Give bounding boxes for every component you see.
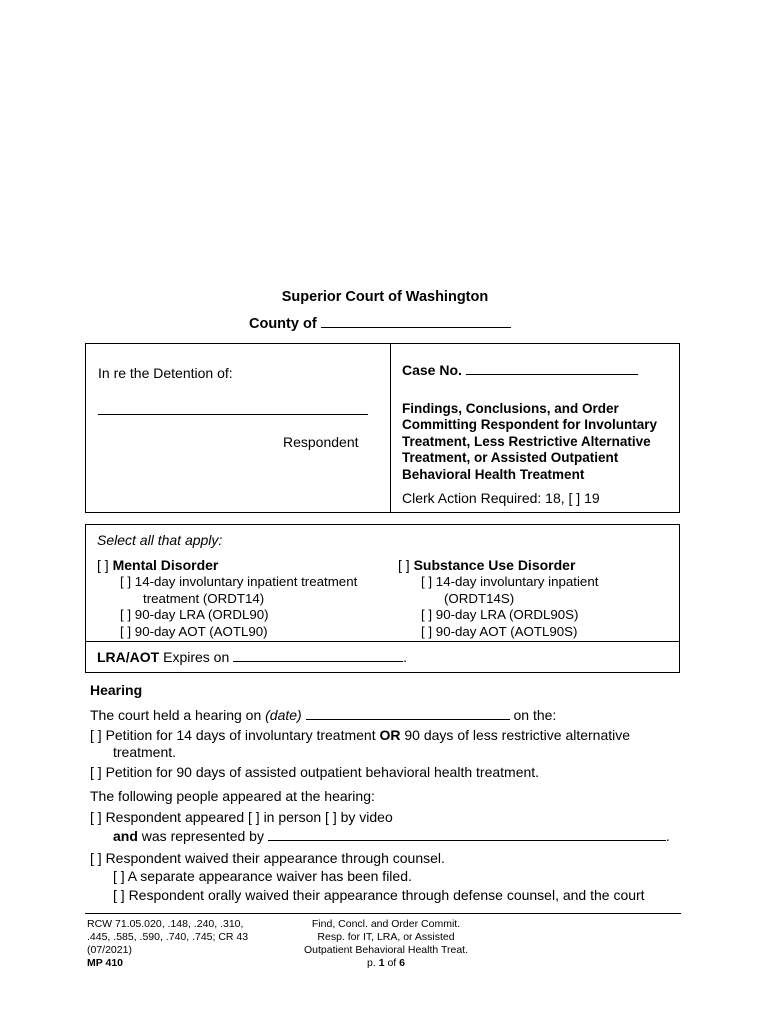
county-line	[249, 314, 511, 332]
in-re-label: In re the Detention of:	[98, 365, 233, 381]
footer-title-line: Find, Concl. and Order Commit.	[311, 918, 461, 930]
page-of: of	[387, 957, 397, 969]
option-label: 90-day LRA (ORDL90S)	[435, 607, 579, 622]
oral-waiver-checkbox[interactable]: [ ]	[113, 887, 125, 903]
petition-14-row	[90, 727, 630, 744]
option-checkbox[interactable]: [ ]	[421, 574, 433, 589]
expires-label-bold: LRA/AOT	[97, 649, 160, 665]
county-field[interactable]	[321, 314, 511, 328]
mental-disorder-row	[97, 557, 218, 574]
footer-rcw-line: .445, .585, .590, .740, .745; CR 43	[87, 931, 249, 943]
represented-row	[113, 827, 670, 845]
petition-14-or: OR	[379, 727, 401, 743]
on-the-label: on the:	[513, 707, 557, 723]
hearing-date-field[interactable]	[306, 706, 510, 720]
page-prefix: p.	[367, 957, 376, 969]
mental-disorder-label: Mental Disorder	[112, 557, 219, 573]
select-box-divider	[85, 641, 680, 642]
court-title: Superior Court of Washington	[281, 289, 489, 305]
form-title-line: Findings, Conclusions, and Order	[402, 401, 619, 416]
expires-label: Expires on	[163, 649, 230, 665]
waived-checkbox[interactable]: [ ]	[90, 850, 102, 866]
option-label: 90-day AOT (AOTL90)	[134, 623, 268, 639]
option-checkbox[interactable]: [ ]	[120, 574, 132, 589]
page-current: 1	[378, 957, 385, 969]
petition-90-text: Petition for 90 days of assisted outpatient behavioral health treatment.	[105, 764, 540, 780]
footer-rule	[85, 913, 681, 914]
respondent-name-field[interactable]	[98, 414, 368, 415]
footer-title-line: Outpatient Behavioral Health Treat.	[303, 944, 468, 956]
footer-rcw	[87, 918, 248, 970]
footer-rcw-line: (07/2021)	[87, 944, 132, 956]
hearing-held-text: The court held a hearing on	[90, 707, 262, 723]
page-total: 6	[399, 957, 405, 969]
counsel-name-field[interactable]	[268, 827, 666, 841]
option-checkbox[interactable]: [ ]	[120, 607, 132, 622]
clerk-action: Clerk Action Required: 18, [ ] 19	[402, 490, 600, 506]
respondent-appeared-text: Respondent appeared [ ] in person [ ] by video	[105, 809, 393, 825]
option-label: 14-day involuntary inpatient treatment	[134, 574, 358, 589]
separate-waiver-checkbox[interactable]: [ ]	[113, 868, 125, 884]
footer-title	[271, 918, 501, 970]
option-checkbox[interactable]: [ ]	[120, 623, 132, 639]
oral-waiver-text: Respondent orally waived their appearance through defense counsel, and the court	[128, 887, 645, 903]
option-label-cont: treatment (ORDT14)	[143, 590, 265, 606]
separate-waiver-text: A separate appearance waiver has been filed.	[127, 868, 412, 884]
waived-row	[90, 850, 445, 867]
mental-disorder-checkbox[interactable]: [ ]	[97, 557, 109, 573]
form-title-line: Behavioral Health Treatment	[402, 466, 585, 482]
respondent-label: Respondent	[283, 434, 359, 450]
form-title	[402, 401, 657, 483]
option-label: 14-day involuntary inpatient	[435, 574, 599, 589]
select-instruction: Select all that apply:	[97, 532, 223, 548]
county-label: County of	[249, 316, 317, 332]
substance-use-options	[421, 574, 598, 640]
waived-text: Respondent waived their appearance through counsel.	[105, 850, 445, 866]
represented-end: .	[665, 828, 670, 844]
hearing-heading: Hearing	[90, 682, 143, 698]
hearing-held-line	[90, 706, 556, 724]
petition-90-checkbox[interactable]: [ ]	[90, 764, 102, 780]
footer-form-no: MP 410	[87, 957, 123, 969]
mental-disorder-options	[120, 574, 357, 640]
caption-divider	[390, 343, 391, 513]
petition-14-text-b: 90 days of less restrictive alternative	[404, 727, 631, 743]
separate-waiver-row	[113, 868, 412, 885]
expires-line	[97, 648, 407, 666]
respondent-appeared-checkbox[interactable]: [ ]	[90, 809, 102, 825]
option-label: 90-day AOT (AOTL90S)	[435, 623, 578, 639]
substance-use-checkbox[interactable]: [ ]	[398, 557, 410, 573]
expires-end: .	[403, 649, 408, 665]
case-no-line	[402, 361, 638, 379]
footer-title-line: Resp. for IT, LRA, or Assisted	[317, 931, 455, 943]
page-number	[271, 957, 501, 970]
petition-90-row	[90, 764, 539, 781]
option-label-cont: (ORDT14S)	[444, 590, 515, 606]
footer-rcw-line: RCW 71.05.020, .148, .240, .310,	[87, 918, 244, 930]
case-no-field[interactable]	[466, 361, 638, 375]
form-title-line: Committing Respondent for Involuntary	[402, 417, 657, 433]
appeared-text: The following people appeared at the hearing:	[90, 788, 375, 804]
respondent-appeared-row	[90, 809, 393, 826]
date-label: (date)	[265, 707, 302, 723]
represented-label: was represented by	[141, 828, 264, 844]
petition-14-cont: treatment.	[113, 744, 177, 760]
option-label: 90-day LRA (ORDL90)	[134, 607, 269, 622]
option-checkbox[interactable]: [ ]	[421, 623, 433, 639]
form-title-line: Treatment, or Assisted Outpatient	[402, 450, 619, 466]
and-label: and	[113, 828, 138, 844]
expires-date-field[interactable]	[233, 648, 403, 662]
form-title-line: Treatment, Less Restrictive Alternative	[402, 433, 651, 449]
petition-14-text: Petition for 14 days of involuntary treatment	[105, 727, 376, 743]
substance-use-label: Substance Use Disorder	[413, 557, 576, 573]
case-no-label: Case No.	[402, 362, 462, 378]
oral-waiver-row	[113, 887, 645, 904]
option-checkbox[interactable]: [ ]	[421, 607, 433, 622]
petition-14-checkbox[interactable]: [ ]	[90, 727, 102, 743]
substance-use-row	[398, 557, 575, 574]
